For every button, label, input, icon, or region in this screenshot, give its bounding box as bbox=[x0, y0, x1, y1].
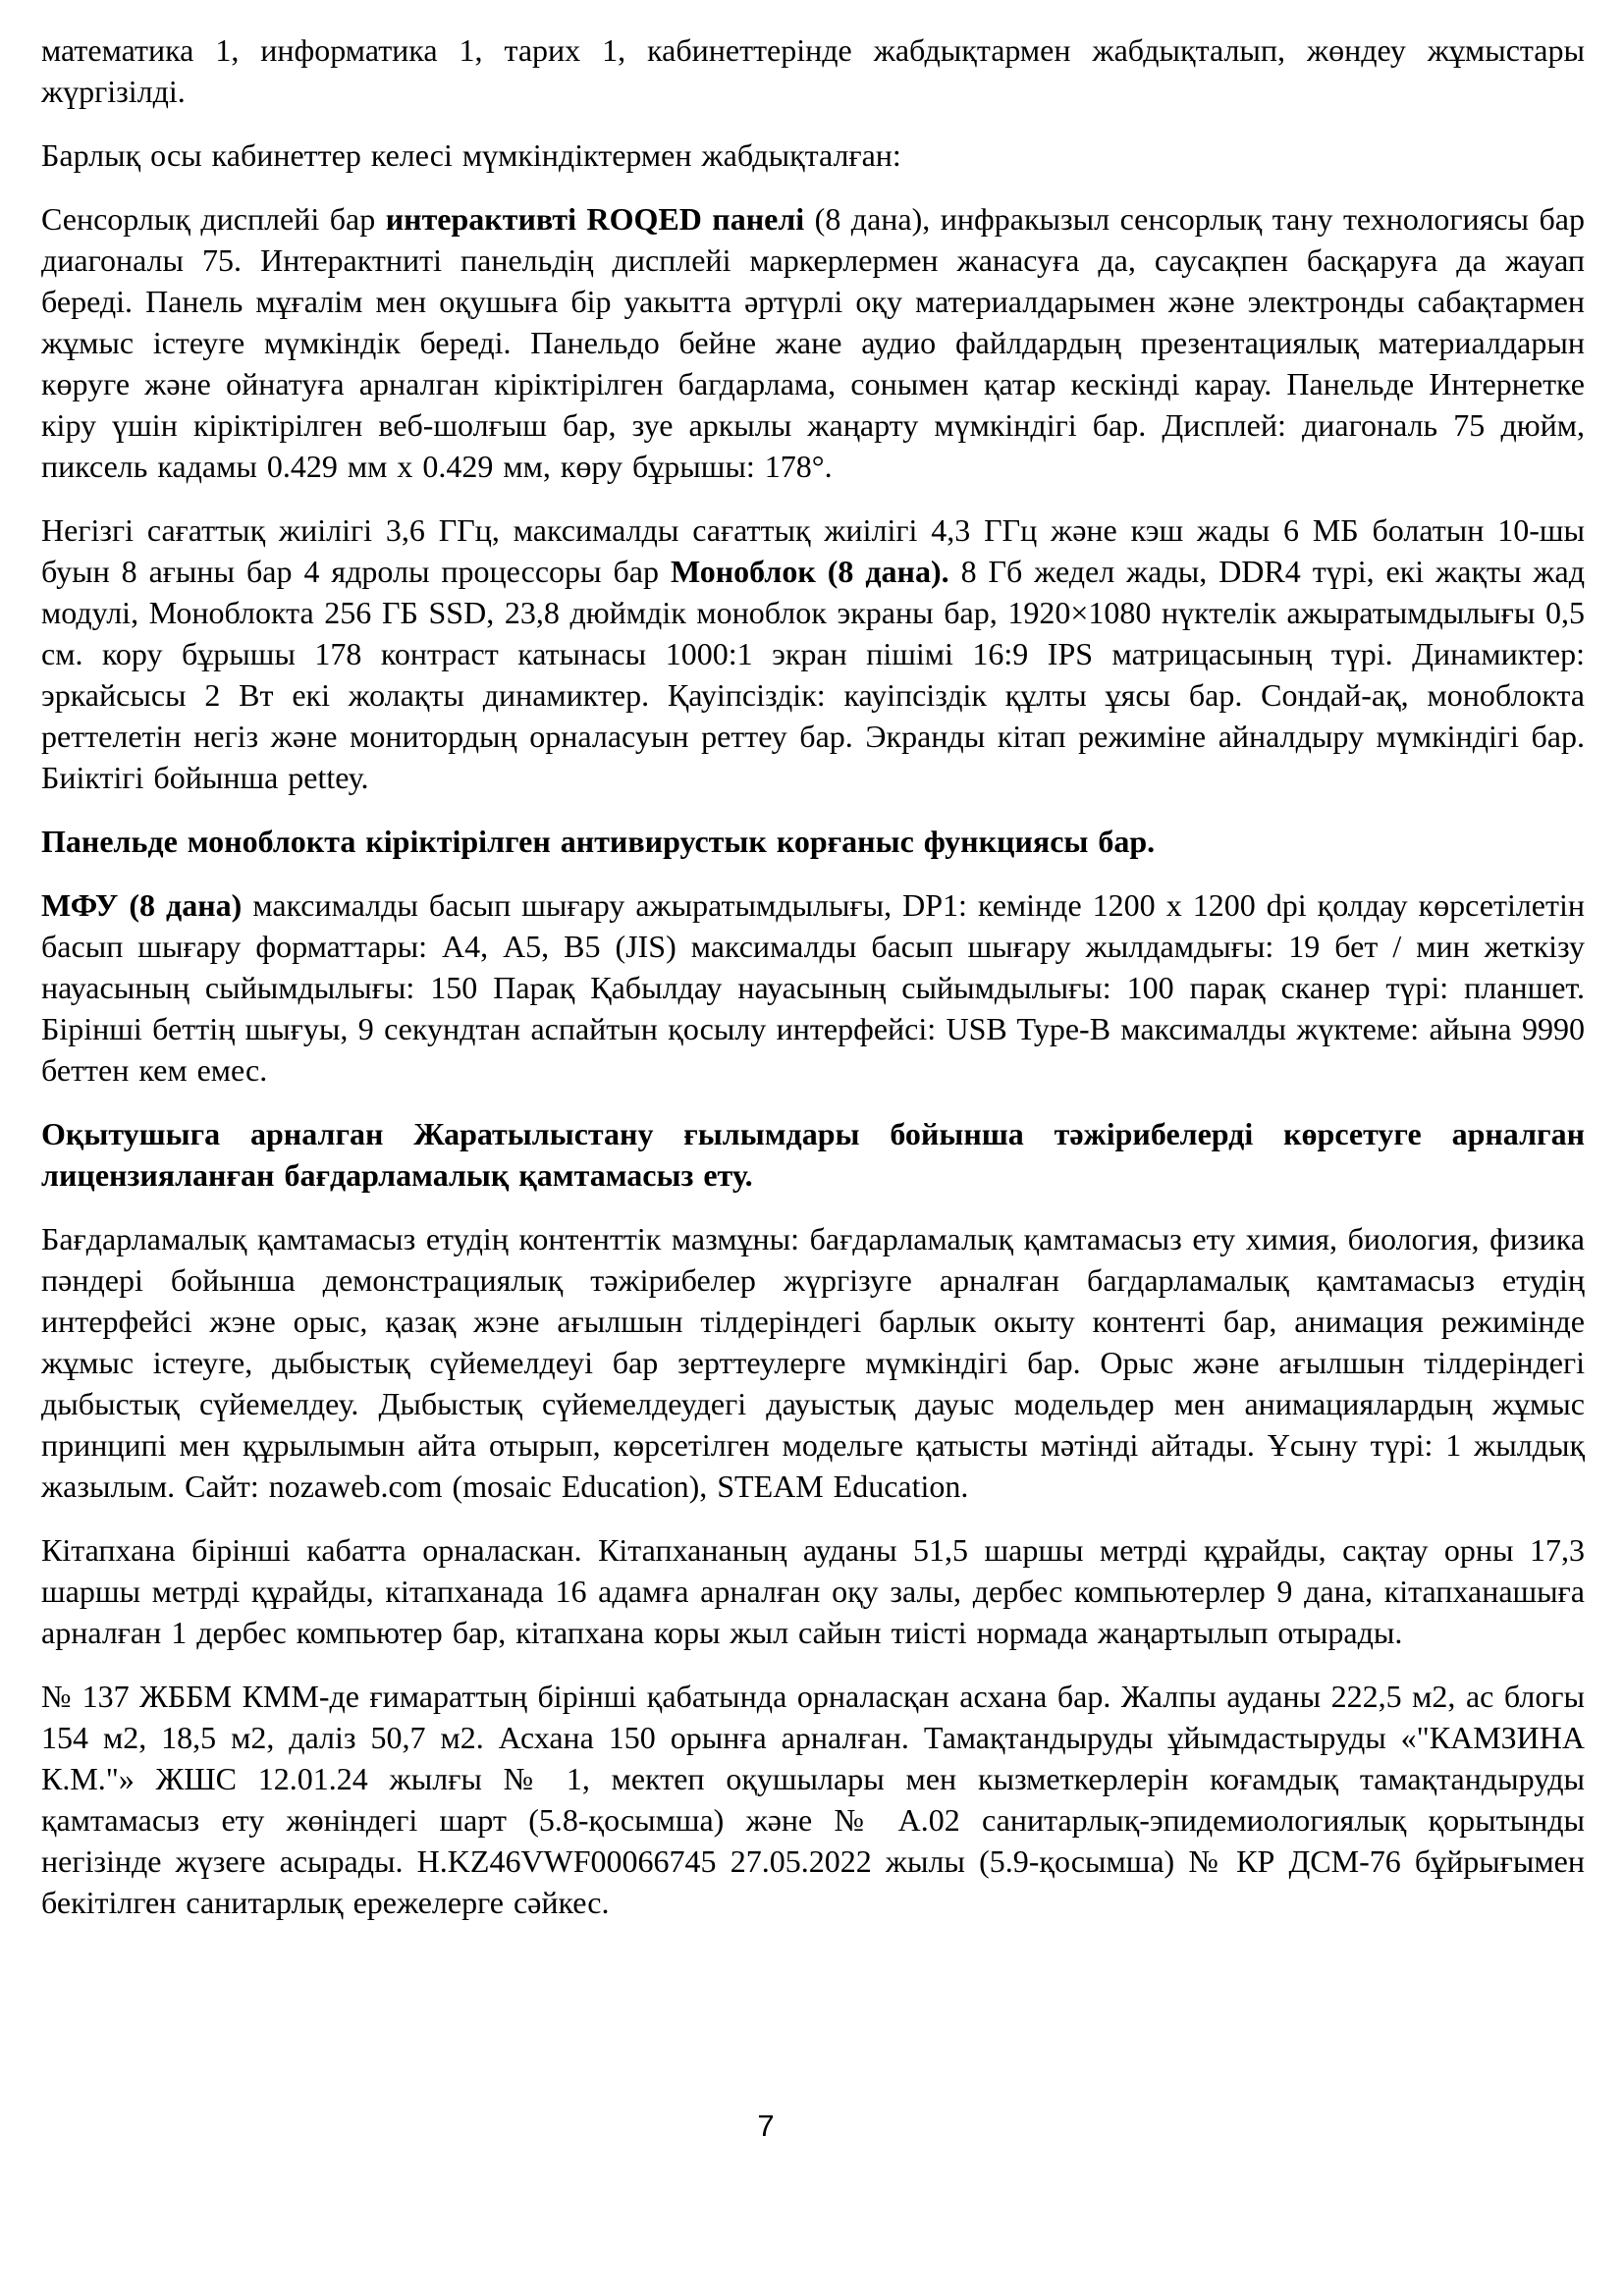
paragraph-software-content bbox=[41, 1218, 1585, 1507]
paragraph-monoblock bbox=[41, 509, 1585, 798]
paragraph-cabinets-equipped bbox=[41, 29, 1585, 112]
text-run: (8 дана), инфракызыл сенсорлық тану технологиясы бар диагоналы 75. Интерактниті панельдің дисплейі маркерлермен жанасуға да, саусақпен басқаруға да жауап береді. Панель мұғалім мен оқушыға бір уакытта әртүрлі оқу материалдарымен және электронды сабақтармен жұмыс істеуге мүмкіндік береді. Панельдо бейне жане аудио файлдардың презентациялық материалдарын көруге және ойнатуға арналган кіріктірілген багдарлама, сонымен қатар кескінді карау. Панельде Интернетке кіру үшін кіріктірілген веб-шолғыш бар, зуе аркылы жаңарту мүмкіндігі бар. Дисплей: диагональ 75 дюйм, пиксель кадамы 0.429 мм х 0.429 мм, көру бұрышы: 178°. bbox=[41, 201, 1586, 484]
text-run: Сенсорлық дисплейі бар bbox=[41, 201, 386, 237]
text-run: Кітапхана бірінші кабатта орналаскан. Кітапхананың ауданы 51,5 шаршы метрді құрайды, сақтау орны 17,3 шаршы метрді құрайды, кітапханада 16 адамға арналған оқу залы, дербес компьютерлер 9 дана, кітапханашыға арналған 1 дербес компьютер бар, кітапхана коры жыл сайын тиісті нормада жаңартылып отырады. bbox=[41, 1532, 1585, 1650]
paragraph-all-cabinets-intro bbox=[41, 134, 1585, 176]
paragraph-library bbox=[41, 1529, 1585, 1653]
text-run: № 137 ЖББМ КММ-де ғимараттың бірінші қабатында орналасқан асхана бар. Жалпы ауданы 222,5 м2, ас блогы 154 м2, 18,5 м2, даліз 50,7 м2. Асхана 150 орынға арналған. Тамақтандыруды ұйымдастыруды «"КАМЗИНА К.М."» ЖШС 12.01.24 жылғы № 1, мектеп оқушылары мен кызметкерлерін коғамдық тамақтандыруды қамтамасыз ету жөніндегі шарт (5.8-қосымша) және № А.02 санитарлық-эпидемиологиялық қорытынды негізінде жүзеге асырады. H.KZ46VWF00066745 27.05.2022 жылы (5.9-қосымша) № КР ДСМ-76 бұйрығымен бекітілген санитарлық ережелерге сәйкес. bbox=[41, 1679, 1585, 1920]
text-run: математика 1, информатика 1, тарих 1, кабинеттерінде жабдықтармен жабдықталып, жөндеу жұмыстары жүргізілді. bbox=[41, 32, 1585, 109]
paragraph-mfu-printer bbox=[41, 884, 1585, 1091]
text-run: 8 Гб жедел жады, DDR4 түрі, екі жақты жад модулі, Моноблокта 256 ГБ SSD, 23,8 дюймдік моноблок экраны бар, 1920×1080 нүктелік ажыратымдылығы 0,5 см. кору бұрышы 178 контраст катынасы 1000:1 экран пішімі 16:9 IPS матрицасының түрі. Динамиктер: эркайсысы 2 Вт екі жолақты динамиктер. Қауіпсіздік: кауіпсіздік құлты ұясы бар. Сондай-ақ, моноблокта реттелетін негіз және монитордың орналасуын реттеу бар. Экранды кітап режиміне айналдыру мүмкіндігі бар. Биіктігі бойынша реttеу. bbox=[41, 554, 1586, 795]
text-run: Негізгі сағаттық жиілігі 3,6 ГГц, максималды сағаттық жиілігі 4,3 ГГц және кэш жады 6 МБ болатын 10-шы буын 8 ағыны бар 4 ядролы процессоры бар bbox=[41, 512, 1585, 589]
text-run: Барлық осы кабинеттер келесі мүмкіндіктермен жабдықталған: bbox=[41, 137, 901, 173]
paragraph-licensed-software-heading bbox=[41, 1113, 1585, 1196]
text-run-bold-roqed-panel: интерактивті ROQED панелі bbox=[385, 201, 805, 237]
text-run: максималды басып шығару ажыратымдылығы, DP1: кемінде 1200 x 1200 dpi қолдау көрсетілетін басып шығару форматтары: А4, А5, В5 (JIS) максималды басып шығару жылдамдығы: 19 бет / мин жеткізу науасының сыйымдылығы: 150 Парақ Қабылдау науасының сыйымдылығы: 100 парақ сканер түрі: планшет. Бірінші беттің шығуы, 9 секундтан аспайтын қосылу интерфейсі: USB Type-B максималды жүктеме: айына 9990 беттен кем емес. bbox=[41, 887, 1586, 1088]
page-number: 7 bbox=[757, 2109, 775, 2143]
text-run-bold-monoblock: Моноблок (8 дана). bbox=[670, 554, 949, 589]
text-run: Бағдарламалық қамтамасыз етудің контенттік мазмұны: бағдарламалық қамтамасыз ету химия, биология, физика пәндері бойынша демонстрациялық тәжірибелер жүргізуге арналған багдарламалық қамтамасыз етудің интерфейсі жэне орыс, қазақ жэне ағылшын тілдеріндегі барлык окыту контенті бар, анимация режимінде жұмыс істеуге, дыбыстық сүйемелдеуі бар зерттеулерге мүмкіндігі бар. Орыс және ағылшын тілдеріндегі дыбыстық сүйемелдеу. Дыбыстық сүйемелдеудегі дауыстық дауыс модельдер мен анимациялардың жұмыс принципі мен құрылымын айта отырып, көрсетілген модельге қатысты мәтінді айтады. Ұсыну түрі: 1 жылдық жазылым. Сайт: nozaweb.com (mosaic Education), STEAM Education. bbox=[41, 1221, 1585, 1504]
text-run-bold: Панельде моноблокта кіріктірілген антивирустык корғаныс функциясы бар. bbox=[41, 824, 1156, 859]
text-run-bold-mfu: МФУ (8 дана) bbox=[41, 887, 243, 923]
paragraph-antivirus-bold bbox=[41, 821, 1585, 862]
text-run-bold: Оқытушыга арналган Жаратылыстану ғылымдары бойынша тәжірибелерді көрсетуге арналган лицензияланған бағдарламалық қамтамасыз ету. bbox=[41, 1116, 1585, 1193]
paragraph-roqed-panel bbox=[41, 198, 1585, 487]
paragraph-canteen bbox=[41, 1676, 1585, 1923]
